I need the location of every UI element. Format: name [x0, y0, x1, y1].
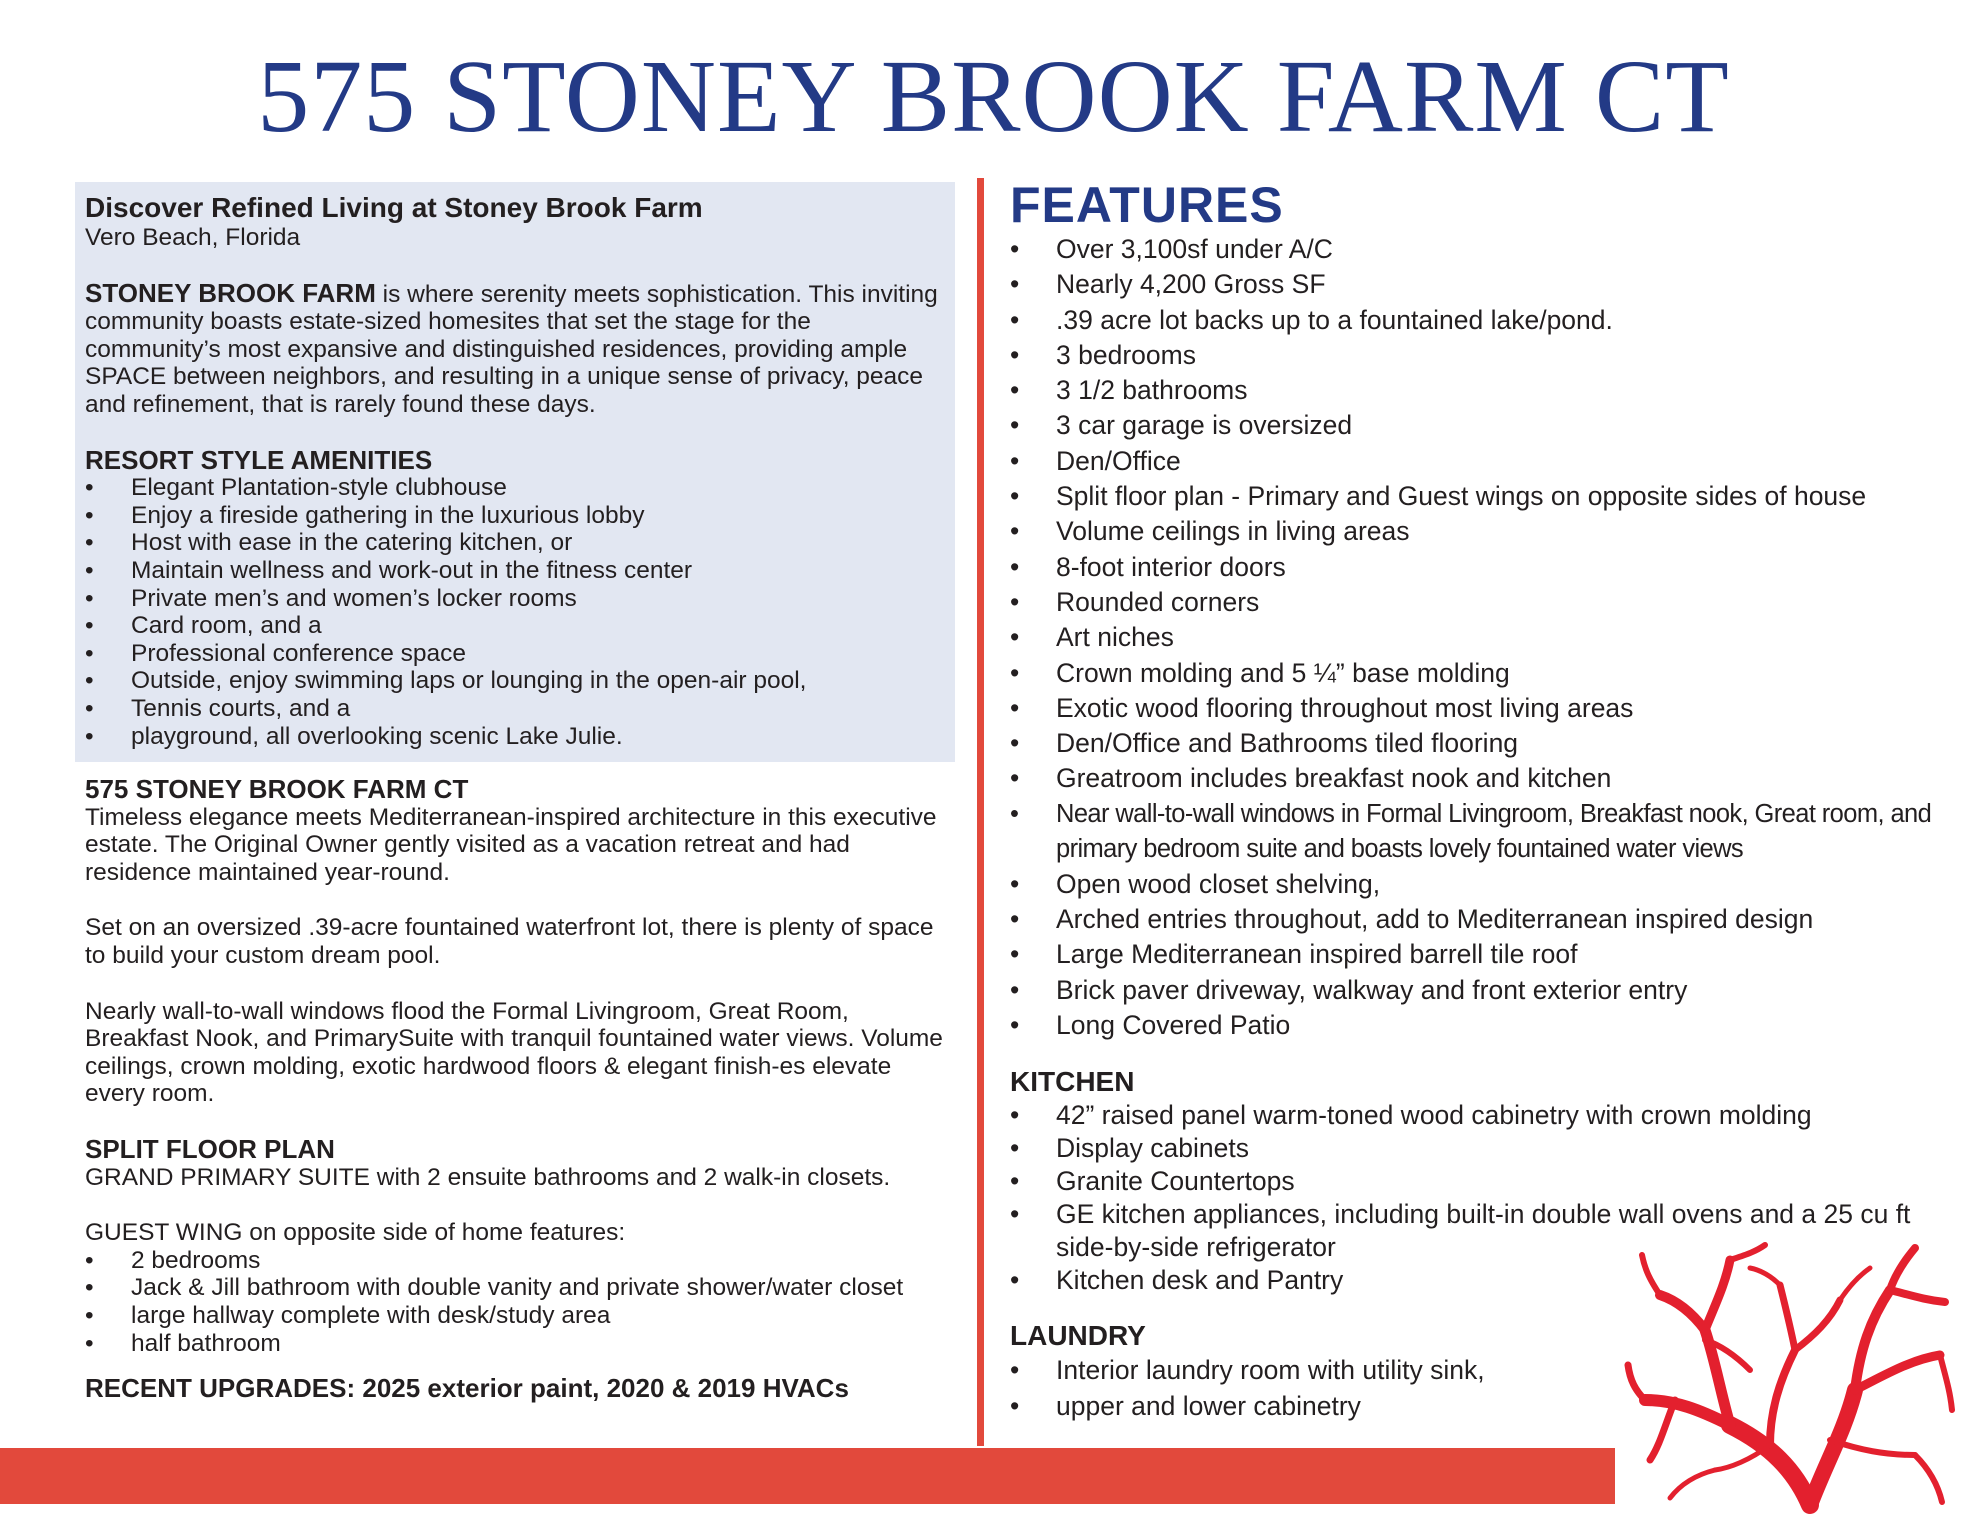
left-column — [75, 182, 955, 1403]
feature-item: • Art niches — [1010, 620, 1950, 655]
guest-item: • half bathroom — [85, 1330, 945, 1358]
amenity-item: • Professional conference space — [85, 640, 945, 668]
feature-item: • 8-foot interior doors — [1010, 550, 1950, 585]
feature-item: • Greatroom includes breakfast nook and kitchen — [1010, 761, 1950, 796]
recent-upgrades: RECENT UPGRADES: 2025 exterior paint, 2020 & 2019 HVACs — [85, 1373, 849, 1404]
right-column — [1010, 178, 1950, 1424]
amenity-item: • Host with ease in the catering kitchen, or — [85, 529, 945, 557]
guest-item: • 2 bedrooms — [85, 1247, 945, 1275]
feature-item: • Den/Office — [1010, 444, 1950, 479]
kitchen-item: • Granite Countertops — [1010, 1165, 1950, 1198]
amenity-item: • Maintain wellness and work-out in the fitness center — [85, 557, 945, 585]
kitchen-heading: KITCHEN — [1010, 1066, 1135, 1098]
feature-item: • Split floor plan - Primary and Guest wings on opposite sides of house — [1010, 479, 1950, 514]
amenity-item: • Enjoy a fireside gathering in the luxurious lobby — [85, 502, 945, 530]
feature-item: • 3 1/2 bathrooms — [1010, 373, 1950, 408]
kitchen-item: • Display cabinets — [1010, 1132, 1950, 1165]
feature-item: • Rounded corners — [1010, 585, 1950, 620]
property-para-1: Timeless elegance meets Mediterranean-inspired architecture in this executive estate. The Original Owner gently visited as a vacation retreat and had residence maintained year-round. — [85, 803, 937, 886]
property-para-3: Nearly wall-to-wall windows flood the Formal Livingroom, Great Room, Breakfast Nook, and PrimarySuite with tranquil fountained water views. Volume ceilings, crown molding, exotic hardwood floors & elegant finish-es elevate every room. — [85, 997, 943, 1108]
guest-list — [85, 1247, 945, 1357]
feature-item: • Crown molding and 5 ¼” base molding — [1010, 656, 1950, 691]
feature-item: • Nearly 4,200 Gross SF — [1010, 267, 1950, 302]
feature-item: • Long Covered Patio — [1010, 1008, 1950, 1043]
guest-item: • large hallway complete with desk/study area — [85, 1302, 945, 1330]
amenities-heading: RESORT STYLE AMENITIES — [85, 444, 433, 475]
feature-item: • Volume ceilings in living areas — [1010, 514, 1950, 549]
property-heading: 575 STONEY BROOK FARM CT — [85, 774, 469, 805]
laundry-item: • Interior laundry room with utility sink, — [1010, 1353, 1950, 1388]
amenity-item: • Outside, enjoy swimming laps or lounging in the open-air pool, — [85, 667, 945, 695]
amenity-item: • playground, all overlooking scenic Lake Julie. — [85, 723, 945, 751]
split-text: GRAND PRIMARY SUITE with 2 ensuite bathrooms and 2 walk-in closets. — [85, 1163, 891, 1191]
intro-heading: Discover Refined Living at Stoney Brook Farm — [85, 192, 703, 223]
red-coral-icon — [1620, 1240, 1960, 1520]
column-divider — [977, 178, 984, 1446]
feature-item: • Large Mediterranean inspired barrell tile roof — [1010, 937, 1950, 972]
feature-item: • 3 car garage is oversized — [1010, 408, 1950, 443]
feature-item: • Exotic wood flooring throughout most living areas — [1010, 691, 1950, 726]
features-heading: FEATURES — [1010, 177, 1284, 233]
laundry-heading: LAUNDRY — [1010, 1320, 1146, 1352]
amenity-item: • Card room, and a — [85, 612, 945, 640]
feature-item: • Arched entries throughout, add to Mediterranean inspired design — [1010, 902, 1950, 937]
kitchen-item: • Kitchen desk and Pantry — [1010, 1264, 1950, 1297]
intro-paragraph — [85, 277, 945, 419]
feature-item: • .39 acre lot backs up to a fountained lake/pond. — [1010, 303, 1950, 338]
property-para-2: Set on an oversized .39-acre fountained waterfront lot, there is plenty of space to build your custom dream pool. — [85, 914, 934, 970]
bottom-accent-bar — [0, 1448, 1615, 1504]
property-description — [75, 762, 955, 1403]
laundry-item: • upper and lower cabinetry — [1010, 1389, 1950, 1424]
feature-item: • 3 bedrooms — [1010, 338, 1950, 373]
kitchen-item: • 42” raised panel warm-toned wood cabinetry with crown molding — [1010, 1099, 1950, 1132]
feature-item: • Open wood closet shelving, — [1010, 867, 1950, 902]
location: Vero Beach, Florida — [85, 224, 301, 251]
guest-item: • Jack & Jill bathroom with double vanity and private shower/water closet — [85, 1274, 945, 1302]
features-list — [1010, 232, 1950, 1043]
community-panel — [75, 182, 955, 762]
intro-text: is where serenity meets sophistication. This inviting community boasts estate-sized homesites that set the stage for the community’s most expansive and distinguished residences, providing ample SPACE between neighbors, and resulting in a unique sense of privacy, peace and refinement, that is rarely found these days. — [85, 280, 938, 418]
page-title: 575 STONEY BROOK FARM CT — [257, 39, 1730, 154]
amenity-item: • Private men’s and women’s locker rooms — [85, 585, 945, 613]
amenity-item: • Elegant Plantation-style clubhouse — [85, 474, 945, 502]
split-heading: SPLIT FLOOR PLAN — [85, 1134, 335, 1165]
feature-item: • Den/Office and Bathrooms tiled flooring — [1010, 726, 1950, 761]
feature-item: • Brick paver driveway, walkway and front exterior entry — [1010, 973, 1950, 1008]
feature-item: • Near wall-to-wall windows in Formal Livingroom, Breakfast nook, Great room, and primary bedroom suite and boasts lovely fountained water views — [1010, 797, 1950, 867]
kitchen-item: • GE kitchen appliances, including built-in double wall ovens and a 25 cu ft side-by-side refrigerator — [1010, 1198, 1950, 1264]
feature-item: • Over 3,100sf under A/C — [1010, 232, 1950, 267]
guest-intro: GUEST WING on opposite side of home features: — [85, 1219, 626, 1247]
amenities-list — [85, 474, 945, 750]
amenity-item: • Tennis courts, and a — [85, 695, 945, 723]
community-name: STONEY BROOK FARM — [85, 277, 376, 308]
